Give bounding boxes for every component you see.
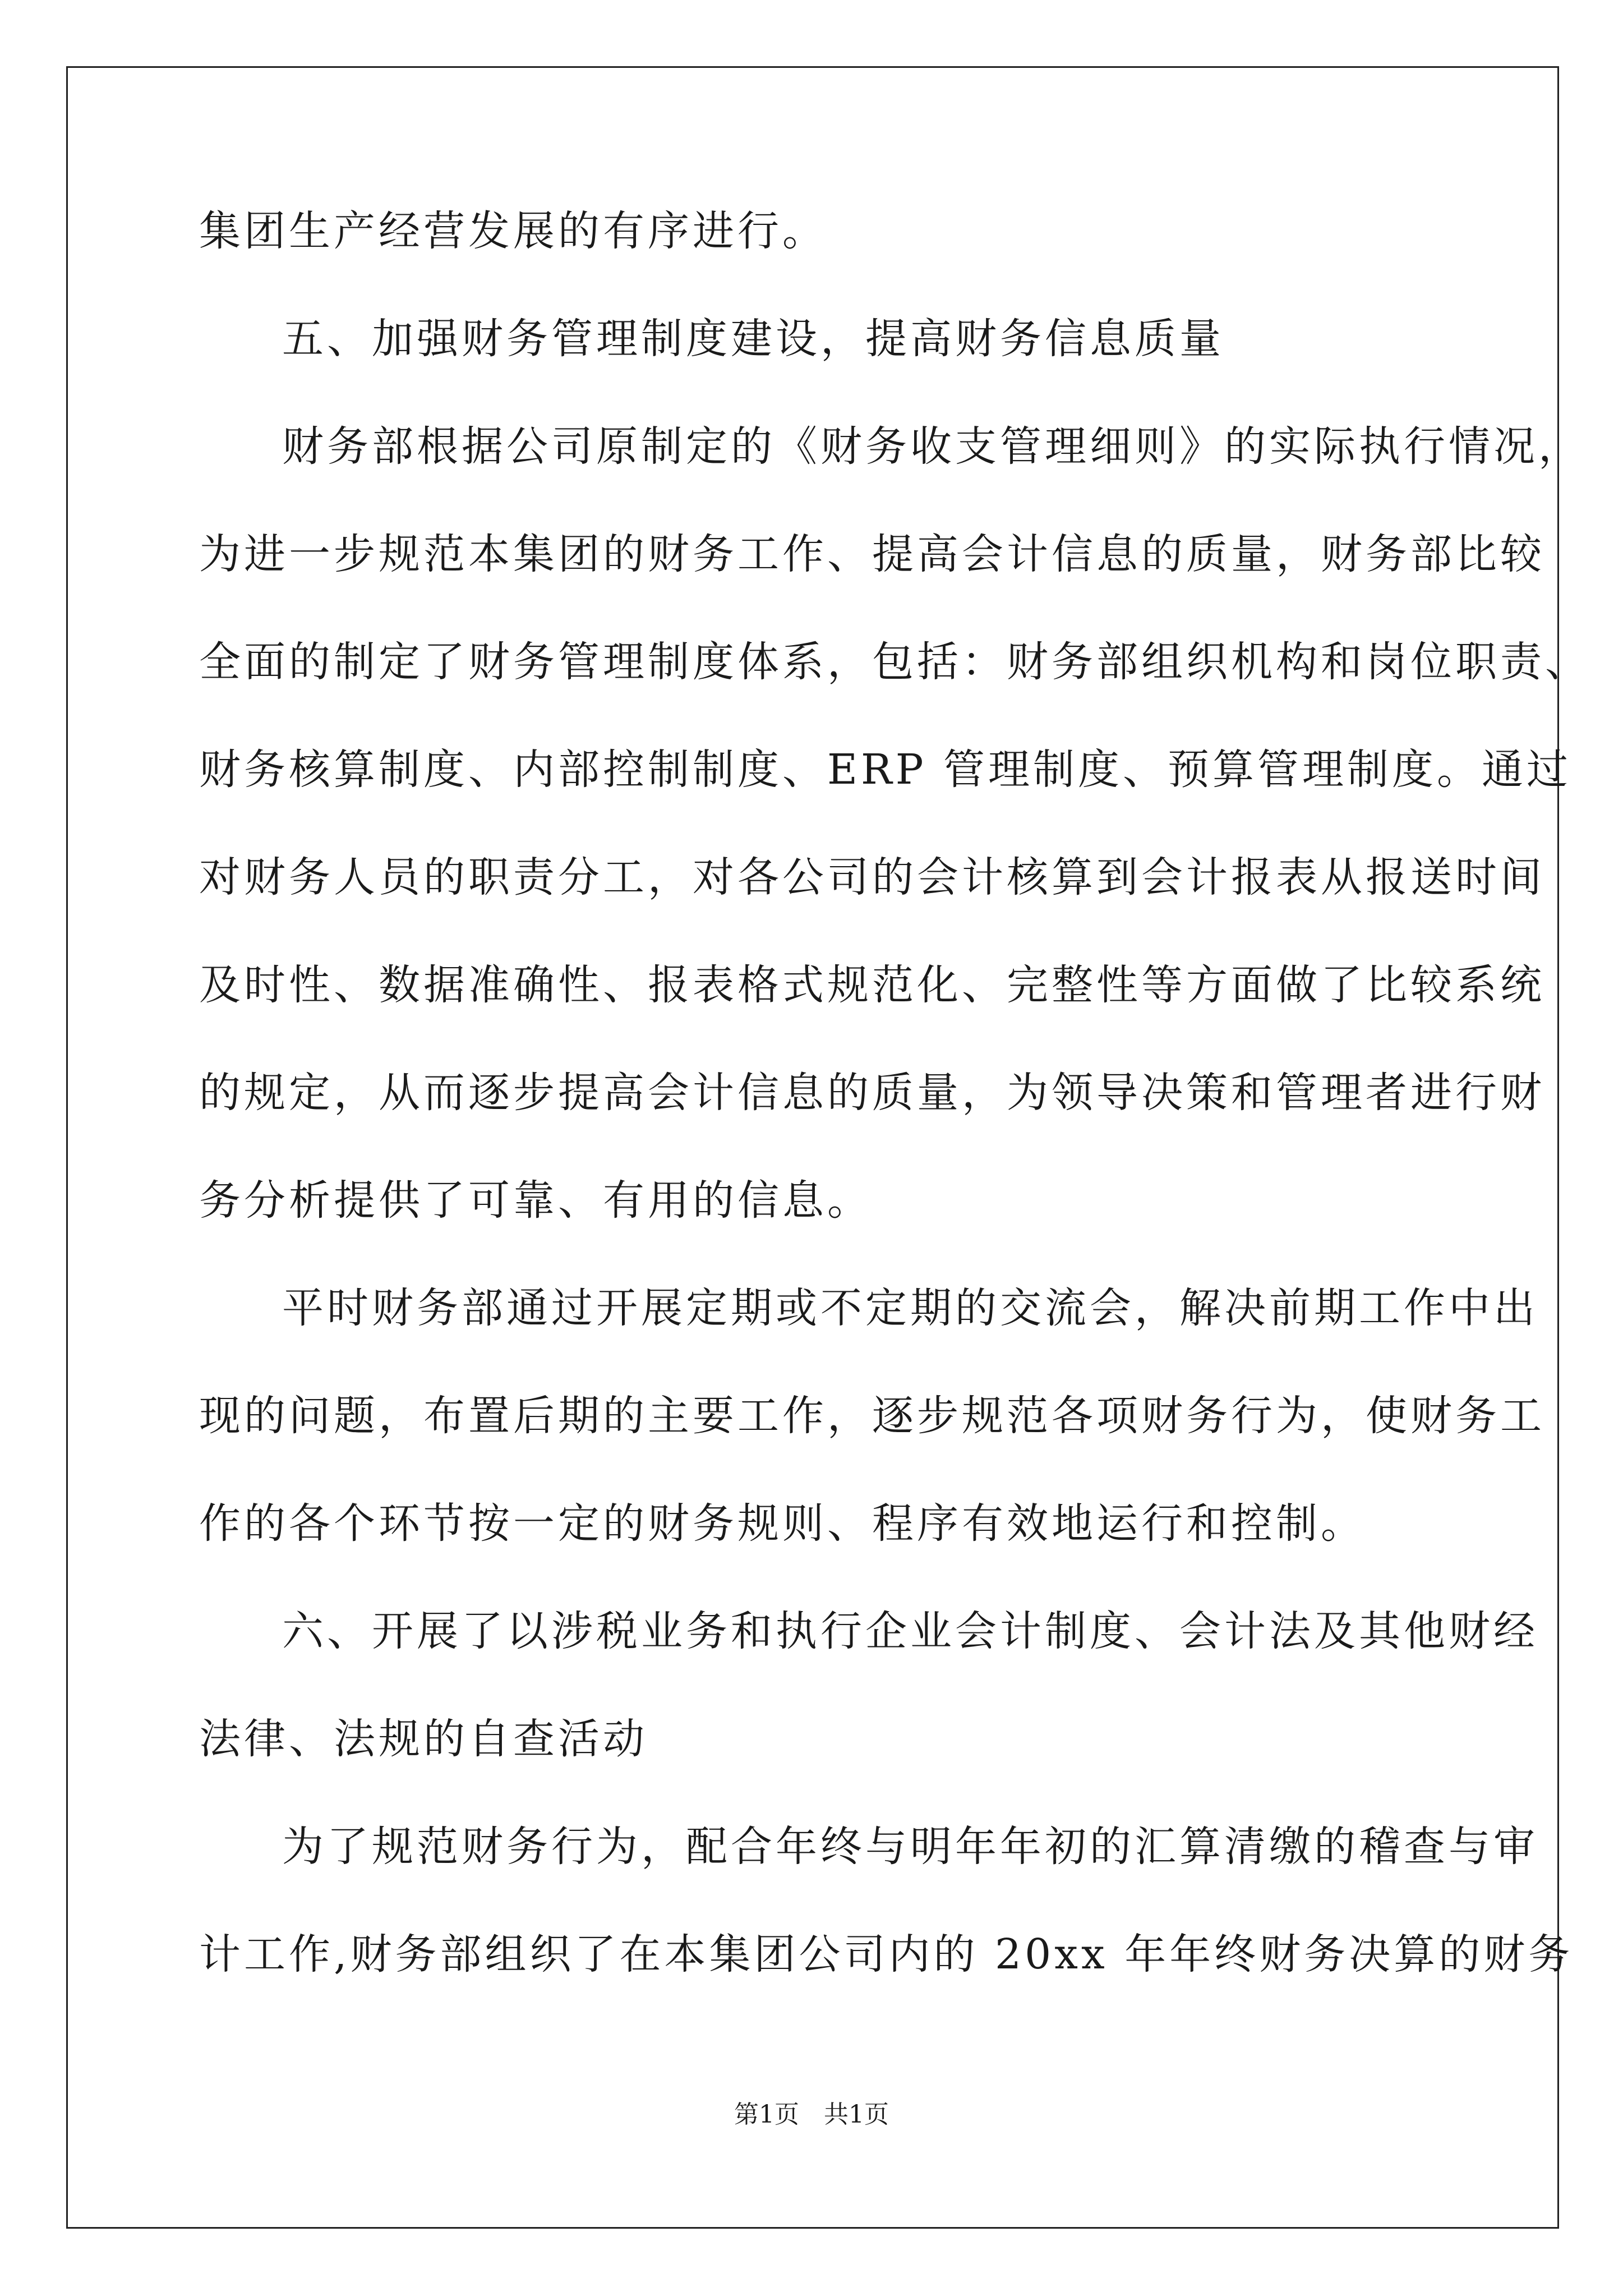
- paragraph-line: 全面的制定了财务管理制度体系，包括：财务部组织机构和岗位职责、: [199, 638, 1590, 686]
- paragraph-line: 对财务人员的职责分工，对各公司的会计核算到会计报表从报送时间: [199, 853, 1545, 901]
- section-heading: 法律、法规的自查活动: [199, 1715, 648, 1763]
- paragraph-line: 为了规范财务行为，配合年终与明年年初的汇算清缴的稽查与审: [282, 1823, 1538, 1871]
- paragraph-line: 作的各个环节按一定的财务规则、程序有效地运行和控制。: [199, 1499, 1366, 1548]
- paragraph-line: 集团生产经营发展的有序进行。: [199, 207, 827, 255]
- paragraph-line: 平时财务部通过开展定期或不定期的交流会，解决前期工作中出: [282, 1284, 1538, 1332]
- paragraph-line: 财务部根据公司原制定的《财务收支管理细则》的实际执行情况，: [282, 422, 1583, 471]
- section-heading: 六、开展了以涉税业务和执行企业会计制度、会计法及其他财经: [282, 1607, 1538, 1655]
- paragraph-line: 现的问题，布置后期的主要工作，逐步规范各项财务行为，使财务工: [199, 1392, 1545, 1440]
- paragraph-line: 务分析提供了可靠、有用的信息。: [199, 1176, 872, 1225]
- page-number: 第1页 共1页: [734, 2100, 889, 2129]
- paragraph-line: 财务核算制度、内部控制制度、ERP 管理制度、预算管理制度。通过: [199, 746, 1572, 794]
- page-border: [66, 66, 1559, 2229]
- section-heading: 五、加强财务管理制度建设，提高财务信息质量: [282, 315, 1224, 363]
- paragraph-line: 计工作,财务部组织了在本集团公司内的 20xx 年年终财务决算的财务: [199, 1930, 1574, 1978]
- paragraph-line: 的规定，从而逐步提高会计信息的质量，为领导决策和管理者进行财: [199, 1069, 1545, 1117]
- paragraph-line: 及时性、数据准确性、报表格式规范化、完整性等方面做了比较系统: [199, 961, 1545, 1009]
- paragraph-line: 为进一步规范本集团的财务工作、提高会计信息的质量，财务部比较: [199, 530, 1545, 578]
